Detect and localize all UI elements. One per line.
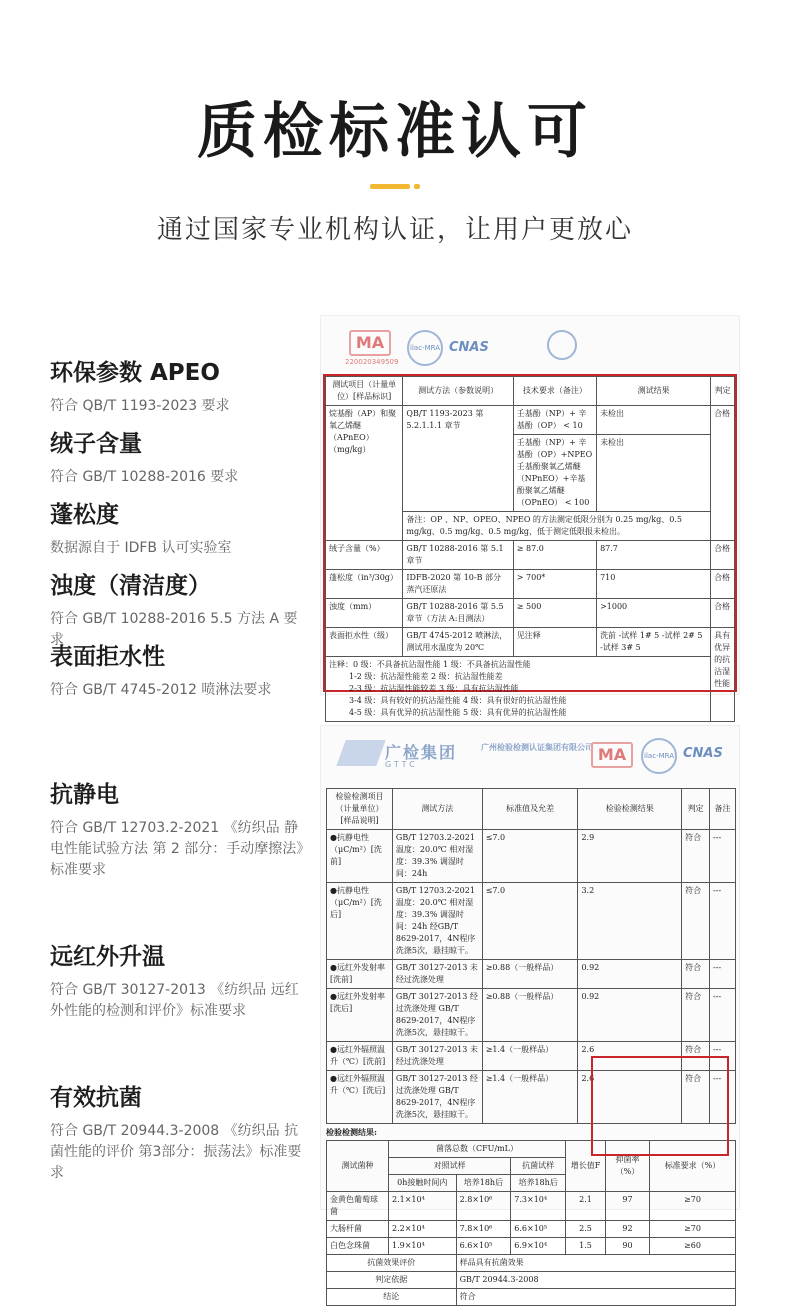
cell-std: ≥70 bbox=[650, 1221, 736, 1238]
cell-method: GB/T 12703.2-2021 温度：20.0℃ 相对湿度：39.3% 调湿时间：24h bbox=[392, 830, 482, 883]
summary-row bbox=[327, 1289, 736, 1306]
summary-value: GB/T 20944.3-2008 bbox=[456, 1272, 735, 1289]
cell-rate: 97 bbox=[606, 1192, 650, 1221]
col-header: 判定 bbox=[682, 789, 710, 830]
feature-title: 有效抗菌 bbox=[50, 1085, 142, 1111]
feature-turbidity bbox=[50, 571, 310, 651]
summary-key: 抗菌效果评价 bbox=[327, 1255, 457, 1272]
table-row bbox=[327, 960, 736, 989]
cell-rate: 92 bbox=[606, 1221, 650, 1238]
table-row bbox=[327, 1192, 736, 1221]
cell-strain: 白色念珠菌 bbox=[327, 1238, 389, 1255]
cell-result: 0.92 bbox=[578, 989, 682, 1042]
note-line: 2-3 级：抗沾湿性能较差 3 级：具有抗沾湿性能 bbox=[349, 684, 519, 693]
cell-req: ≥ 500 bbox=[513, 599, 596, 628]
cell-c0: 2.1×10⁴ bbox=[389, 1192, 457, 1221]
cell-verdict: 合格 bbox=[711, 570, 735, 599]
cell-c18: 2.8×10⁶ bbox=[456, 1192, 511, 1221]
lab-seal-icon bbox=[547, 330, 577, 360]
cell-item: ●远红外辐照温升（℃）[洗前] bbox=[327, 1042, 393, 1071]
feature-desc: 符合 GB/T 12703.2-2021 《纺织品 静电性能试验方法 第 2 部分：手动摩擦法》标准要求 bbox=[50, 820, 304, 878]
note-line: 4-5 级：具有优异的抗沾湿性能 5 级：具有优异的抗沾湿性能 bbox=[349, 708, 567, 717]
page-title: 质检标准认可 bbox=[197, 97, 593, 167]
cell-method: IDFB-2020 第 10-B 部分 蒸汽还原法 bbox=[403, 570, 513, 599]
cell-result: 未检出 bbox=[597, 435, 711, 512]
cell-verdict: 符合 bbox=[682, 830, 710, 883]
page-subtitle: 通过国家专业机构认证，让用户更放心 bbox=[156, 215, 633, 245]
feature-title: 环保参数 APEO bbox=[50, 360, 220, 386]
cell-std: ≥1.4（一般样品） bbox=[482, 1071, 578, 1124]
cell-result: 2.6 bbox=[578, 1042, 682, 1071]
table-row bbox=[327, 989, 736, 1042]
cell-req: ≥ 87.0 bbox=[513, 541, 596, 570]
cell-method: GB/T 30127-2013 未经过洗涤处理 bbox=[392, 1042, 482, 1071]
col-header: 备注 bbox=[710, 789, 736, 830]
cell-rate: 90 bbox=[606, 1238, 650, 1255]
ilac-mra-logo-icon: ilac-MRA bbox=[641, 738, 677, 774]
cell-item: ●远红外辐照温升（℃）[洗后] bbox=[327, 1071, 393, 1124]
cell-std: ≥0.88（一般样品） bbox=[482, 989, 578, 1042]
col-header: 测试方法 bbox=[392, 789, 482, 830]
col-header: 0h接触时间内 bbox=[389, 1175, 457, 1192]
cell-result: 710 bbox=[597, 570, 711, 599]
cell-remark: --- bbox=[710, 883, 736, 960]
cell-verdict: 符合 bbox=[682, 1071, 710, 1124]
col-header: 标准值及允差 bbox=[482, 789, 578, 830]
summary-row bbox=[327, 1255, 736, 1272]
report-logo-row bbox=[321, 726, 739, 786]
cell-strain: 金黄色葡萄球菌 bbox=[327, 1192, 389, 1221]
cell-item: ●抗静电性（μC/m²）[洗前] bbox=[327, 830, 393, 883]
cell-verdict: 合格 bbox=[711, 599, 735, 628]
feature-title: 远红外升温 bbox=[50, 944, 165, 970]
col-header: 菌落总数（CFU/mL） bbox=[389, 1141, 566, 1158]
cell-result: 3.2 bbox=[578, 883, 682, 960]
feature-title: 浊度（清洁度） bbox=[50, 573, 211, 599]
table-row bbox=[327, 830, 736, 883]
cell-std: ≥60 bbox=[650, 1238, 736, 1255]
col-header: 测试结果 bbox=[597, 377, 711, 406]
note-line: 注释：0 级：不具备抗沾湿性能 1 级：不具备抗沾湿性能 bbox=[329, 660, 531, 669]
cell-f: 2.1 bbox=[566, 1192, 606, 1221]
cnas-logo-icon: CNAS bbox=[683, 746, 723, 761]
feature-desc: 符合 GB/T 20944.3-2008 《纺织品 抗菌性能的评价 第3部分：振荡法》标准要求 bbox=[50, 1123, 302, 1181]
cell-c18: 7.8×10⁶ bbox=[456, 1221, 511, 1238]
result-title: 检验检测结果: bbox=[326, 1127, 377, 1137]
feature-desc: 符合 QB/T 1193-2023 要求 bbox=[50, 398, 230, 414]
cell-result: 87.7 bbox=[597, 541, 711, 570]
col-header: 培养18h后 bbox=[456, 1175, 511, 1192]
cell-result: 2.9 bbox=[578, 830, 682, 883]
feature-down-content bbox=[50, 429, 310, 488]
cma-number: 220020349509 bbox=[345, 358, 399, 366]
cell-req: 见注释 bbox=[513, 628, 596, 657]
cell-item: ●抗静电性（μC/m²）[洗后] bbox=[327, 883, 393, 960]
feature-antibacterial bbox=[50, 1083, 310, 1184]
summary-key: 判定依据 bbox=[327, 1272, 457, 1289]
cell-a18: 6.9×10⁴ bbox=[511, 1238, 566, 1255]
table-row bbox=[326, 628, 735, 657]
table-row bbox=[326, 657, 735, 722]
test-report-2 bbox=[320, 725, 740, 1301]
cell-method: GB/T 12703.2-2021 温度：20.0℃ 相对湿度：39.3% 调湿时间：24h 经GB/T 8629-2017，4N程序洗涤5次，悬挂晾干。 bbox=[392, 883, 482, 960]
col-header: 测试方法（参数说明） bbox=[403, 377, 513, 406]
col-header: 增长值F bbox=[566, 1141, 606, 1192]
note-line: 3-4 级：具有较好的抗沾湿性能 4 级：具有很好的抗沾湿性能 bbox=[349, 696, 567, 705]
col-header: 判定 bbox=[711, 377, 735, 406]
gttc-logo-icon bbox=[336, 740, 385, 766]
cell-note: 备注：OP 、NP、OPEO、NPEO 的方法测定低限分别为 0.25 mg/kg、0.5 mg/kg、0.5 mg/kg、0.5 mg/kg，低于测定低限报未检出。 bbox=[403, 512, 711, 541]
title-accent-bar bbox=[370, 184, 420, 189]
cma-logo-icon: MA bbox=[349, 330, 391, 356]
cell-verdict: 符合 bbox=[682, 1042, 710, 1071]
table-row bbox=[326, 541, 735, 570]
col-header: 标准要求（%） bbox=[650, 1141, 736, 1192]
cell-result: 0.92 bbox=[578, 960, 682, 989]
cell-verdict: 合格 bbox=[711, 541, 735, 570]
cell-f: 2.5 bbox=[566, 1221, 606, 1238]
cell-item: ●远红外发射率 [洗前] bbox=[327, 960, 393, 989]
cell-f: 1.5 bbox=[566, 1238, 606, 1255]
feature-desc: 数据源自于 IDFB 认可实验室 bbox=[50, 540, 232, 556]
cell-a18: 7.3×10⁴ bbox=[511, 1192, 566, 1221]
feature-antistatic bbox=[50, 780, 310, 881]
feature-apeo bbox=[50, 358, 310, 417]
summary-value: 符合 bbox=[456, 1289, 735, 1306]
feature-title: 绒子含量 bbox=[50, 431, 142, 457]
cell-std: ≤7.0 bbox=[482, 883, 578, 960]
report1-table bbox=[325, 376, 735, 722]
cell-remark: --- bbox=[710, 1071, 736, 1124]
cell-remark: --- bbox=[710, 989, 736, 1042]
cell-result: 2.6 bbox=[578, 1071, 682, 1124]
cma-logo-icon: MA bbox=[591, 742, 633, 768]
table-row bbox=[326, 599, 735, 628]
cell-remark: --- bbox=[710, 830, 736, 883]
cnas-logo-icon: CNAS bbox=[449, 340, 489, 355]
table-row bbox=[327, 883, 736, 960]
col-header: 检验检测结果 bbox=[578, 789, 682, 830]
cell-method: GB/T 10288-2016 第 5.1 章节 bbox=[403, 541, 513, 570]
cell-item: 烷基酚（AP）和聚氧乙烯醚（APnEO）（mg/kg） bbox=[326, 406, 403, 541]
cell-verdict: 符合 bbox=[682, 989, 710, 1042]
col-header: 抗菌试样 bbox=[511, 1158, 566, 1175]
col-header: 检验检测项目（计量单位）[样品说明] bbox=[327, 789, 393, 830]
note-line: 1-2 级：抗沾湿性能差 2 级：抗沾湿性能差 bbox=[349, 672, 503, 681]
brand-en: GTTC bbox=[385, 760, 418, 769]
cell-result: 未检出 bbox=[597, 406, 711, 435]
cell-result: >1000 bbox=[597, 599, 711, 628]
cell-method: GB/T 30127-2013 经过洗涤处理 GB/T 8629-2017，4N程序洗涤5次，悬挂晾干。 bbox=[392, 1071, 482, 1124]
col-header: 培养18h后 bbox=[511, 1175, 566, 1192]
table-row bbox=[326, 570, 735, 599]
feature-far-infrared bbox=[50, 942, 310, 1022]
antibacterial-table bbox=[326, 1140, 736, 1306]
cell-std: ≥70 bbox=[650, 1192, 736, 1221]
cell-remark: --- bbox=[710, 1042, 736, 1071]
feature-desc: 符合 GB/T 4745-2012 喷淋法要求 bbox=[50, 682, 272, 698]
cell-remark: --- bbox=[710, 960, 736, 989]
cell-c0: 1.9×10⁴ bbox=[389, 1238, 457, 1255]
feature-fill-power bbox=[50, 500, 310, 559]
cell-item: 绒子含量（%） bbox=[326, 541, 403, 570]
col-header: 对照试样 bbox=[389, 1158, 511, 1175]
summary-row bbox=[327, 1272, 736, 1289]
cell-a18: 6.6×10⁵ bbox=[511, 1221, 566, 1238]
feature-title: 抗静电 bbox=[50, 782, 119, 808]
cell-c0: 2.2×10⁴ bbox=[389, 1221, 457, 1238]
cell-c18: 6.6×10⁵ bbox=[456, 1238, 511, 1255]
test-report-1 bbox=[320, 315, 740, 717]
table-row bbox=[326, 406, 735, 435]
report2-table-frame bbox=[326, 788, 736, 1306]
feature-desc: 符合 GB/T 10288-2016 要求 bbox=[50, 469, 239, 485]
feature-desc: 符合 GB/T 30127-2013 《纺织品 远红外性能的检测和评价》标准要求 bbox=[50, 982, 299, 1019]
cell-method: QB/T 1193-2023 第 5.2.1.1.1 章节 bbox=[403, 406, 513, 512]
lab-name: 广州检验检测认证集团有限公司 bbox=[481, 743, 593, 752]
summary-key: 结论 bbox=[327, 1289, 457, 1306]
brand-name: 广检集团 bbox=[385, 743, 458, 762]
feature-desc: 符合 GB/T 10288-2016 5.5 方法 A 要求 bbox=[50, 611, 298, 648]
cell-std: ≥1.4（一般样品） bbox=[482, 1042, 578, 1071]
cell-req: > 700* bbox=[513, 570, 596, 599]
report-logo-row bbox=[321, 316, 739, 376]
cell-result: 洗前 -试样 1# 5 -试样 2# 5 -试样 3# 5 bbox=[597, 628, 711, 657]
col-header: 测试项目（计量单位）[样品标识] bbox=[326, 377, 403, 406]
cell-req: 壬基酚（NP）+ 辛基酚（OP）+NPEO 壬基酚聚氧乙烯醚（NPnEO）+辛基酚聚氧乙烯醚（OPnEO） < 100 bbox=[513, 435, 596, 512]
cell-strain: 大肠杆菌 bbox=[327, 1221, 389, 1238]
cell-std: ≤7.0 bbox=[482, 830, 578, 883]
cell-method: GB/T 4745-2012 喷淋法，测试用水温度为 20℃ bbox=[403, 628, 513, 657]
ilac-mra-logo-icon: ilac-MRA bbox=[407, 330, 443, 366]
table-row bbox=[327, 1221, 736, 1238]
col-header: 测试菌种 bbox=[327, 1141, 389, 1192]
feature-title: 表面拒水性 bbox=[50, 644, 165, 670]
highlight-box bbox=[591, 1056, 729, 1156]
cell-item: 表面拒水性（级） bbox=[326, 628, 403, 657]
table-row bbox=[327, 1238, 736, 1255]
feature-water-repellency bbox=[50, 642, 310, 701]
cell-req: 壬基酚（NP）+ 辛基酚（OP） < 10 bbox=[513, 406, 596, 435]
col-header: 抑菌率（%） bbox=[606, 1141, 650, 1192]
report1-table-frame bbox=[323, 374, 737, 717]
cell-verdict: 具有优异的抗沾湿性能 bbox=[711, 628, 735, 722]
cell-std: ≥0.88（一般样品） bbox=[482, 960, 578, 989]
col-header: 技术要求（备注） bbox=[513, 377, 596, 406]
cell-item: 浊度（mm） bbox=[326, 599, 403, 628]
cell-notes bbox=[326, 657, 711, 722]
cell-verdict: 合格 bbox=[711, 406, 735, 541]
cell-method: GB/T 30127-2013 未经过洗涤处理 bbox=[392, 960, 482, 989]
cell-method: GB/T 30127-2013 经过洗涤处理 GB/T 8629-2017，4N程序洗涤5次，悬挂晾干。 bbox=[392, 989, 482, 1042]
feature-title: 蓬松度 bbox=[50, 502, 119, 528]
summary-value: 样品具有抗菌效果 bbox=[456, 1255, 735, 1272]
cell-verdict: 符合 bbox=[682, 960, 710, 989]
cell-method: GB/T 10288-2016 第 5.5 章节（方法 A:目测法） bbox=[403, 599, 513, 628]
cell-item: ●远红外发射率 [洗后] bbox=[327, 989, 393, 1042]
cell-verdict: 符合 bbox=[682, 883, 710, 960]
cell-item: 蓬松度（in³/30g） bbox=[326, 570, 403, 599]
